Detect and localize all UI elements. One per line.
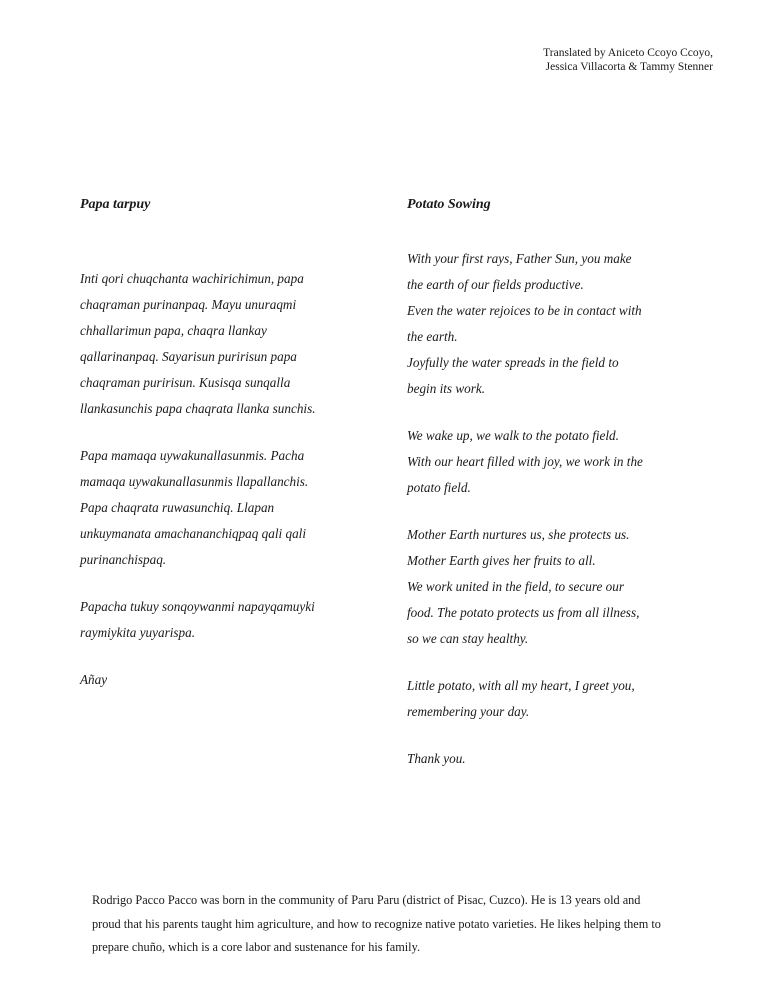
poem-line: Mother Earth nurtures us, she protects us. (407, 527, 630, 542)
translator-credits (543, 46, 713, 74)
english-stanza-3 (407, 522, 707, 652)
english-poem (407, 195, 707, 772)
poem-line: food. The potato protects us from all illness, (407, 605, 640, 620)
poem-line: chaqraman purinanpaq. Mayu unuraqmi (80, 297, 297, 312)
poem-line: Papa mamaqa uywakunallasunmis. Pacha (80, 448, 305, 463)
poem-line: purinanchispaq. (80, 552, 167, 567)
credit-line: Translated by Aniceto Ccoyo Ccoyo, (543, 47, 713, 59)
poem-line: chhallarimun papa, chaqra llankay (80, 323, 267, 338)
poem-line: llankasunchis papa chaqrata llanka sunchis. (80, 401, 316, 416)
poem-line: Even the water rejoices to be in contact with (407, 303, 642, 318)
english-title: Potato Sowing (407, 197, 491, 212)
poem-line: Papa chaqrata ruwasunchiq. Llapan (80, 500, 275, 515)
english-stanza-4 (407, 673, 707, 725)
quechua-title: Papa tarpuy (80, 197, 151, 212)
poem-line: the earth of our fields productive. (407, 277, 584, 292)
poem-line: We wake up, we walk to the potato field. (407, 428, 619, 443)
poem-line: so we can stay healthy. (407, 631, 529, 646)
bio-line: proud that his parents taught him agriculture, and how to recognize native potato varieties. He likes helping them to (92, 916, 661, 931)
author-bio (92, 889, 732, 960)
poem-line: raymiykita yuyarispa. (80, 625, 195, 640)
quechua-stanza-3 (80, 594, 350, 646)
english-stanza-5 (407, 746, 707, 772)
poem-line: unkuymanata amachananchiqpaq qali qali (80, 526, 306, 541)
poem-line: Papacha tukuy sonqoywanmi napayqamuyki (80, 599, 315, 614)
quechua-stanza-1 (80, 266, 350, 422)
quechua-stanza-4 (80, 667, 350, 693)
poem-line: Inti qori chuqchanta wachirichimun, papa (80, 271, 304, 286)
poem-line: remembering your day. (407, 704, 530, 719)
bio-line: Rodrigo Pacco Pacco was born in the community of Paru Paru (district of Pisac, Cuzco). He is 13 years old and (92, 893, 641, 907)
poem-line: mamaqa uywakunallasunmis llapallanchis. (80, 474, 309, 489)
quechua-poem (80, 195, 350, 693)
poem-line: We work united in the field, to secure our (407, 579, 624, 594)
poem-line: With your first rays, Father Sun, you make (407, 251, 632, 266)
english-stanza-1 (407, 246, 707, 402)
poem-line: chaqraman puririsun. Kusisqa sunqalla (80, 375, 291, 390)
english-stanza-2 (407, 423, 707, 501)
poem-line: Añay (80, 672, 108, 687)
poem-line: the earth. (407, 329, 458, 344)
bio-line: prepare chuño, which is a core labor and sustenance for his family. (92, 940, 421, 954)
credit-line: Jessica Villacorta & Tammy Stenner (545, 61, 713, 73)
poem-line: qallarinanpaq. Sayarisun puririsun papa (80, 349, 297, 364)
poem-line: Thank you. (407, 751, 466, 766)
quechua-stanza-2 (80, 443, 350, 573)
poem-line: begin its work. (407, 381, 486, 396)
poem-line: Little potato, with all my heart, I greet you, (407, 678, 635, 693)
poem-line: Joyfully the water spreads in the field to (407, 355, 619, 370)
poem-line: With our heart filled with joy, we work in the (407, 454, 643, 469)
poem-line: Mother Earth gives her fruits to all. (407, 553, 596, 568)
poem-line: potato field. (407, 480, 471, 495)
